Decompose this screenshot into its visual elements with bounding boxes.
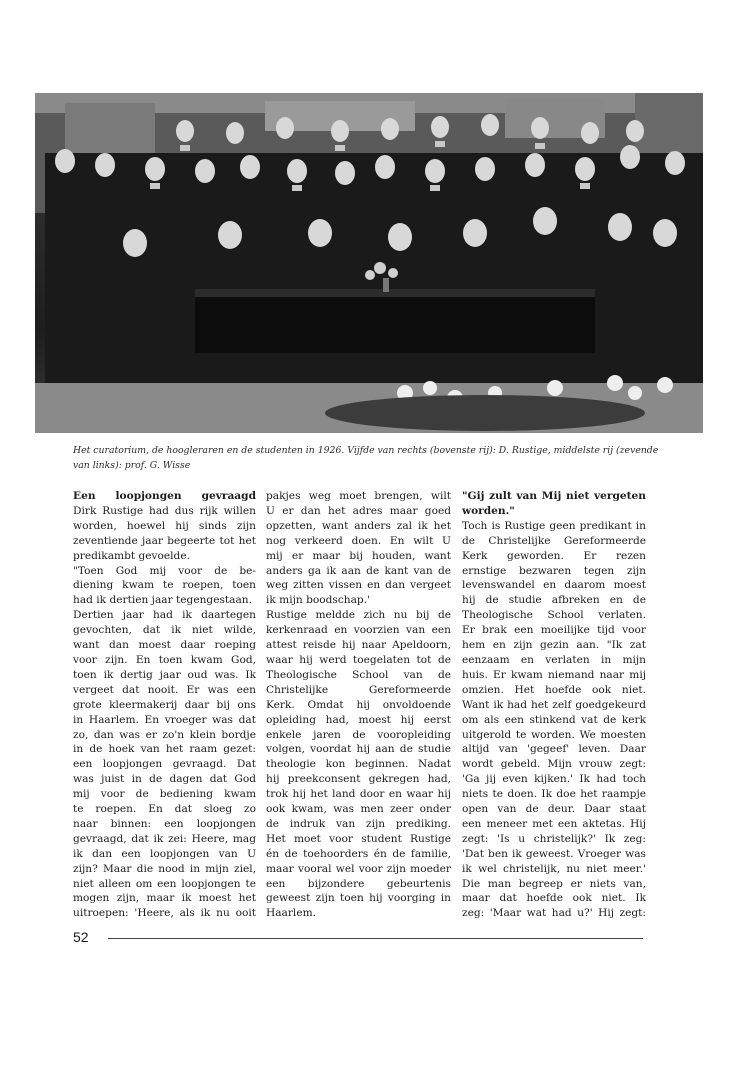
text-line: in Haarlem. En vroeger was dat — [73, 713, 256, 726]
text-line: Haarlem. — [266, 907, 317, 920]
text-line: "Toen God mij voor de be- — [73, 564, 256, 577]
text-line: hij preekconsent gekregen had, — [266, 773, 451, 786]
text-line: eenzaam en verlaten in mijn — [462, 653, 646, 666]
text-line: te roepen. En dat sloeg zo — [73, 803, 256, 816]
text-line: was juist in de dagen dat God — [73, 773, 256, 786]
text-line: ik mijn boodschap.' — [266, 594, 370, 607]
section-heading-line: "Gij zult van Mij niet vergeten — [462, 490, 646, 502]
text-line: mij er maar bij houden, want — [266, 549, 451, 562]
text-line: U er dan het adres maar goed — [266, 504, 451, 517]
text-line: huis. Er kwam niemand naar mij — [462, 668, 646, 681]
text-line: hem en zijn gezin aan. "Ik zat — [462, 639, 646, 652]
text-line: levenswandel en daarom moest — [462, 579, 646, 592]
text-line: 'Ga jij even kijken.' Ik had toch — [462, 773, 646, 786]
text-line: uitgerold te worden. We moesten — [462, 728, 646, 741]
article-column-3 — [462, 489, 646, 921]
group-photo — [35, 93, 703, 433]
section-heading-line: worden." — [462, 504, 515, 517]
text-line: de indruk van zijn prediking. — [266, 817, 451, 830]
text-line: zijn? Maar die nood in mijn ziel, — [73, 862, 256, 875]
text-line: Want ik had het zelf goedgekeurd — [462, 698, 646, 711]
text-line: open van de deur. Daar staat — [462, 803, 646, 816]
text-line: Theologische School van de — [266, 668, 451, 681]
text-line: wordt gebeld. Mijn vrouw zegt: — [462, 758, 646, 771]
text-line: Het moet voor student Rustige — [266, 832, 451, 845]
footer-rule — [108, 938, 643, 939]
text-line: enkele jaren de vooropleiding — [266, 728, 451, 741]
text-line: mij voor de bediening kwam — [73, 788, 256, 801]
text-line: mogen zijn, maar ik moest het — [73, 892, 256, 905]
text-line: hij de studie afbreken en de — [462, 594, 646, 607]
text-line: uitroepen: 'Heere, als ik nu ooit — [73, 907, 256, 920]
text-line: attest reisde hij naar Apeldoorn, — [266, 639, 451, 652]
text-line: zeg: 'Maar wat had u?' Hij zegt: — [462, 907, 646, 920]
text-line: maar dat hoefde ook niet. Ik — [462, 892, 646, 905]
page-number: 52 — [73, 929, 89, 945]
text-line: anders ga ik aan de kant van de — [266, 564, 451, 577]
text-line: grote kleermakerij daar bij ons — [73, 698, 256, 711]
text-line: trok hij het land door en waar hij — [266, 788, 451, 801]
text-line: in de hoek van het raam gezet: — [73, 743, 256, 756]
text-line: diening kwam te roepen, toen — [73, 579, 256, 592]
text-line: had ik dertien jaar tegengestaan. — [73, 594, 252, 607]
photo-caption: Het curatorium, de hoogleraren en de studenten in 1926. Vijfde van rechts (bovenste rij): D. Rustige, middelste rij (zevende van links): prof. G. Wisse — [73, 445, 659, 471]
text-line: opzetten, want anders zal ik het — [266, 519, 451, 532]
text-line: ik wel christelijk, nu niet meer.' — [462, 862, 646, 875]
text-line: én de toehoorders én de familie, — [266, 847, 451, 860]
article-column-2 — [266, 489, 451, 921]
text-line: maar vooral wel voor zijn moeder — [266, 862, 451, 875]
text-line: worden, hoewel hij sinds zijn — [73, 519, 256, 532]
text-line: toen ik dertig jaar oud was. Ik — [73, 668, 256, 681]
text-line: weg zitten vissen en dan vergeet — [266, 579, 451, 592]
text-line: zo, dan was er zo'n klein bordje — [73, 728, 256, 741]
text-line: zeventiende jaar begeerte tot het — [73, 534, 256, 547]
text-line: altijd van 'gegeef' leven. Daar — [462, 743, 646, 756]
text-line: ernstige bezwaren tegen zijn — [462, 564, 646, 577]
text-line: ik dan een loopjongen van U — [73, 847, 256, 860]
text-line: zegt: 'Is u christelijk?' Ik zeg: — [462, 832, 646, 845]
text-line: Dertien jaar had ik daartegen — [73, 609, 256, 622]
text-line: omzien. Het hoefde ook niet. — [462, 683, 646, 696]
text-line: gevraagd, dat ik zei: Heere, mag — [73, 832, 256, 845]
text-line: de Christelijke Gereformeerde — [462, 534, 646, 547]
text-line: een loopjongen gevraagd. Dat — [73, 758, 256, 771]
text-line: Rustige meldde zich nu bij de — [266, 609, 451, 622]
text-line: waar hij werd toegelaten tot de — [266, 653, 451, 666]
article-column-1 — [73, 489, 256, 921]
text-line: om als een stinkend vat de kerk — [462, 713, 646, 726]
text-line: Theologische School verlaten. — [462, 609, 646, 622]
text-line: gevochten, dat ik niet wilde, — [73, 624, 256, 637]
group-photo-icon — [35, 93, 703, 433]
text-line: opleiding had, moest hij eerst — [266, 713, 451, 726]
text-line: volgen, voordat hij aan de studie — [266, 743, 451, 756]
text-line: 'Dat ben ik geweest. Vroeger was — [462, 847, 646, 860]
text-line: niet alleen om een loopjongen te — [73, 877, 256, 890]
text-line: predikambt gevoelde. — [73, 549, 190, 562]
text-line: ook kwam, was men zeer onder — [266, 803, 451, 816]
text-line: geweest zijn toen hij voorging in — [266, 892, 451, 905]
text-line: Die man begreep er niets van, — [462, 877, 646, 890]
text-line: want dan moest daar roeping — [73, 639, 256, 652]
text-line: niets te doen. Ik doe het raampje — [462, 788, 646, 801]
text-line: Kerk. Omdat hij onvoldoende — [266, 698, 451, 711]
text-line: Dirk Rustige had dus rijk willen — [73, 504, 256, 517]
text-line: een bijzondere gebeurtenis — [266, 877, 451, 890]
text-line: vergeet dat nooit. Er was een — [73, 683, 256, 696]
section-heading-line: Een loopjongen gevraagd — [73, 490, 256, 502]
text-line: Kerk geworden. Er rezen — [462, 549, 646, 562]
text-line: Christelijke Gereformeerde — [266, 683, 451, 696]
text-line: nog verkeerd doen. En wilt U — [266, 534, 451, 547]
text-line: naar binnen: een loopjongen — [73, 817, 256, 830]
text-line: Toch is Rustige geen predikant in — [462, 519, 646, 532]
text-line: Er brak een moeilijke tijd voor — [462, 624, 646, 637]
text-line: theologie kon beginnen. Nadat — [266, 758, 451, 771]
text-line: voor zijn. En toen kwam God, — [73, 653, 256, 666]
text-line: een meneer met een aktetas. Hij — [462, 817, 646, 830]
text-line: kerkenraad en voorzien van een — [266, 624, 451, 637]
text-line: pakjes weg moet brengen, wilt — [266, 490, 451, 502]
